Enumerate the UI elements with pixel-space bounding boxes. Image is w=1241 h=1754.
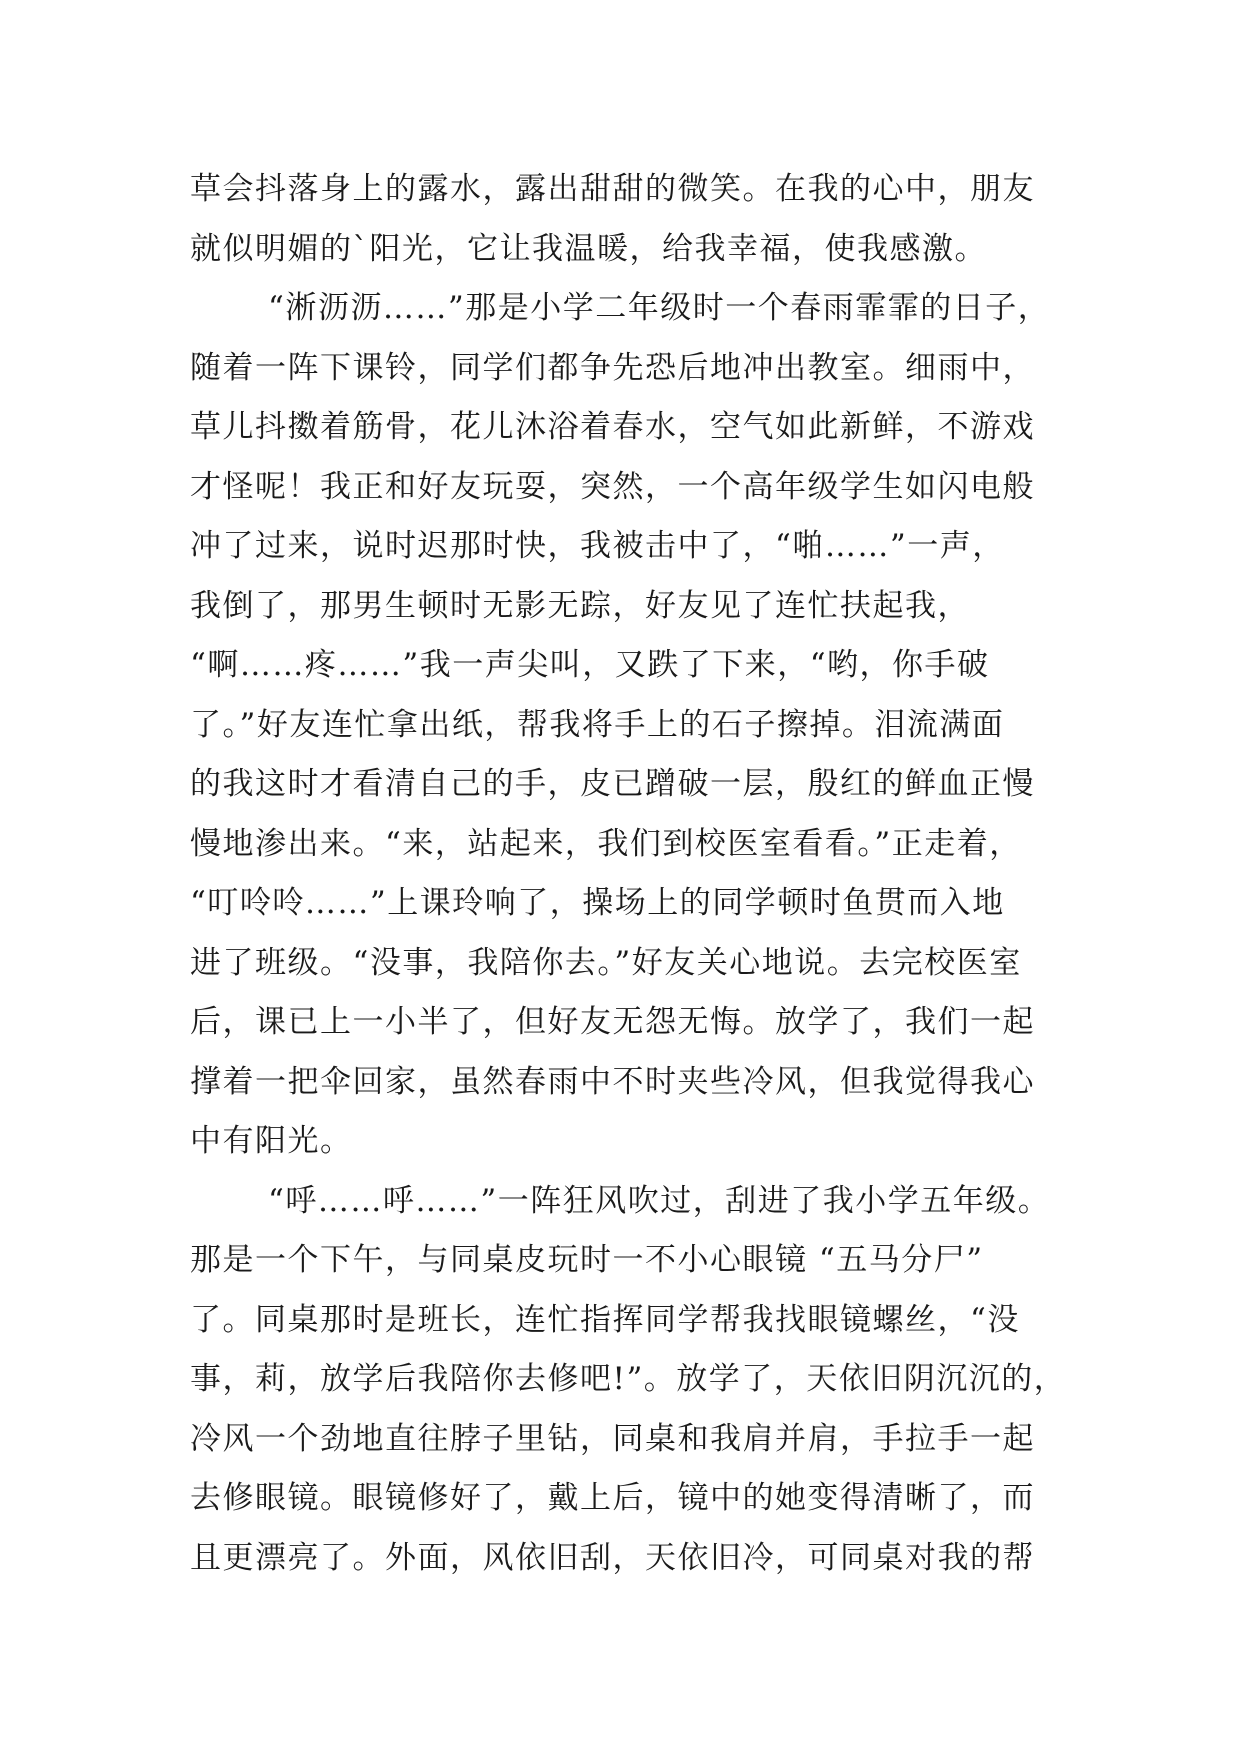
text-line: “啊……疼……”我一声尖叫，又跌了下来，“哟，你手破 <box>190 647 990 683</box>
text-line: 且更漂亮了。外面，风依旧刮，天依旧冷，可同桌对我的帮 <box>190 1539 1035 1576</box>
text-line: 事，莉，放学后我陪你去修吧!”。放学了，天依旧阴沉沉的， <box>190 1361 1067 1397</box>
text-line: 我倒了，那男生顿时无影无踪，好友见了连忙扶起我， <box>190 587 970 624</box>
text-line: 草儿抖擞着筋骨，花儿沐浴着春水，空气如此新鲜，不游戏 <box>190 409 1035 445</box>
text-line: 冷风一个劲地直往脖子里钻，同桌和我肩并肩，手拉手一起 <box>190 1420 1035 1457</box>
text-line: 冲了过来，说时迟那时快，我被击中了，“啪……”一声， <box>190 528 1005 564</box>
text-line: 去修眼镜。眼镜修好了，戴上后，镜中的她变得清晰了，而 <box>190 1480 1035 1516</box>
text-line: 慢地渗出来。“来，站起来，我们到校医室看看。”正走着， <box>190 825 1022 862</box>
text-line: 中有阳光。 <box>190 1123 353 1159</box>
text-line: 就似明媚的`阳光，它让我温暖，给我幸福，使我感激。 <box>190 230 987 267</box>
text-line: 了。”好友连忙拿出纸，帮我将手上的石子擦掉。泪流满面 <box>190 706 1005 743</box>
text-line: 那是一个下午，与同桌皮玩时一不小心眼镜 “五马分尸” <box>190 1242 984 1278</box>
text-line: 草会抖落身上的露水，露出甜甜的微笑。在我的心中，朋友 <box>190 171 1035 207</box>
text-line: 撑着一把伞回家，虽然春雨中不时夹些冷风，但我觉得我心 <box>190 1063 1035 1100</box>
text-line: 才怪呢！我正和好友玩耍，突然，一个高年级学生如闪电般 <box>190 468 1035 505</box>
text-line: 后，课已上一小半了，但好友无怨无悔。放学了，我们一起 <box>190 1004 1035 1040</box>
essay-body <box>190 160 1090 1588</box>
text-line: “叮呤呤……”上课玲响了，操场上的同学顿时鱼贯而入地 <box>190 885 1005 921</box>
text-line: 的我这时才看清自己的手，皮已蹭破一层，殷红的鲜血正慢 <box>190 766 1035 802</box>
text-line: 进了班级。“没事，我陪你去。”好友关心地说。去完校医室 <box>190 944 1022 981</box>
text-line: “呼……呼……”一阵狂风吹过，刮进了我小学五年级。 <box>268 1182 1051 1219</box>
text-line: 了。同桌那时是班长，连忙指挥同学帮我找眼镜螺丝，“没 <box>190 1301 1020 1338</box>
text-line: “淅沥沥……”那是小学二年级时一个春雨霏霏的日子， <box>268 290 1051 326</box>
text-line: 随着一阵下课铃，同学们都争先恐后地冲出教室。细雨中， <box>190 349 1035 386</box>
